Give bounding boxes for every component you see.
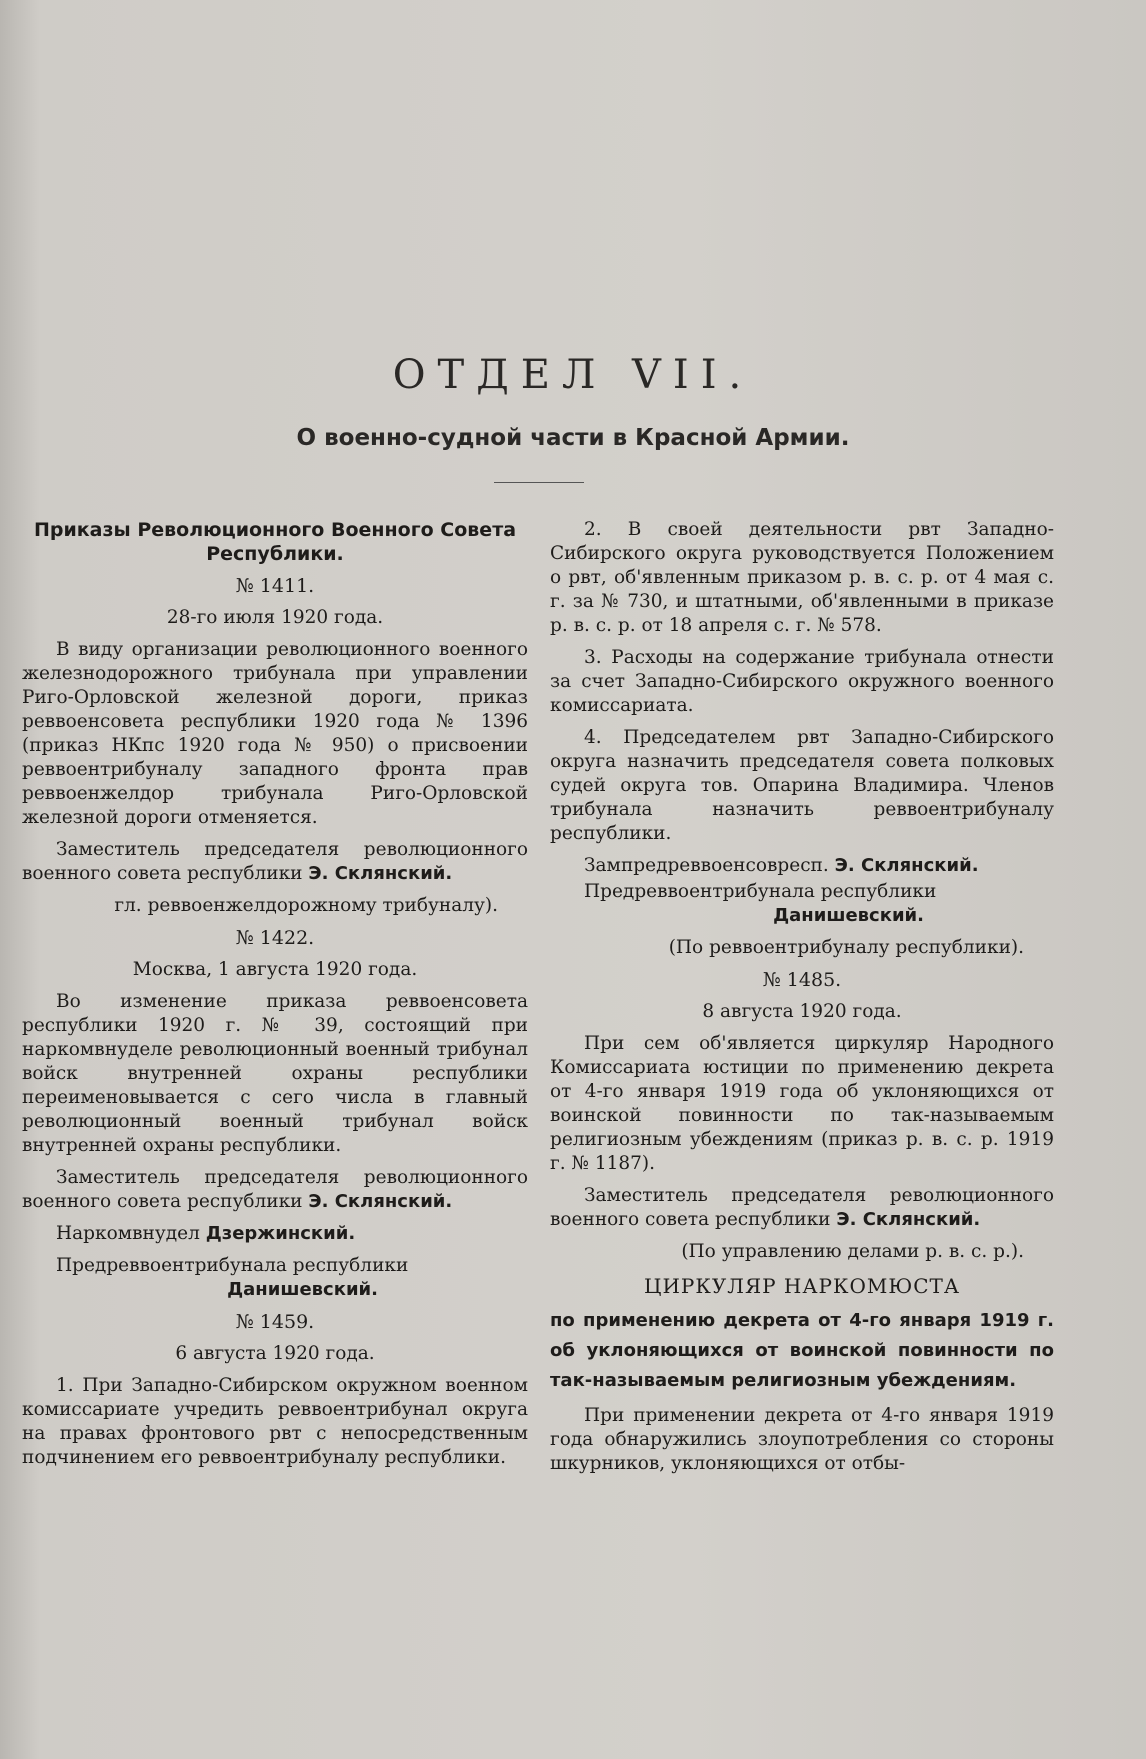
title-divider — [494, 482, 584, 483]
order-paragraph-1459-3: 3. Расходы на содержание трибунала отнести за счет Западно-Сибирского окружного военного комиссариата. — [550, 647, 1054, 716]
signature-1422-a — [22, 1166, 528, 1214]
signature-name: Данишевский. — [773, 905, 924, 926]
signature-text: Заместитель председателя революционного военного совета республики — [22, 839, 528, 884]
left-column — [22, 518, 528, 1470]
signature-name: Данишевский. — [227, 1279, 378, 1300]
signature-name: Э. Склянский. — [836, 1209, 981, 1230]
signature-text: Заместитель председателя революционного военного совета республики — [550, 1185, 1054, 1230]
signature-text: Наркомвнудел — [56, 1223, 200, 1244]
circular-text: При применении декрета от 4-го января 1919 года обнаружились злоупотребления со стороны шкурников, уклоняющихся от отбы- — [550, 1405, 1054, 1474]
order-text-1485: При сем об'является циркуляр Народного Комиссариата юстиции по применению декрета от 4-го января 1919 года об уклоняющихся от воинской повинности по так-называемым религиозным убеждениям (приказ р. в. с. р. 1919 г. № 1187). — [550, 1033, 1054, 1174]
signature-text: Зампредреввоенсовресп. — [584, 855, 829, 876]
signature-name: Э. Склянский. — [308, 1191, 453, 1212]
orders-heading: Приказы Революционного Военного Совета Республики. — [33, 519, 517, 565]
order-date-1422: Москва, 1 августа 1920 года. — [132, 959, 418, 980]
order-date-1459: 6 августа 1920 года. — [175, 1343, 375, 1364]
right-column — [550, 518, 1054, 1476]
section-subtitle: О военно-судной части в Красной Армии. — [296, 425, 850, 451]
signature-text: Заместитель председателя революционного военного совета республики — [22, 1167, 528, 1212]
addressee-1459: (По реввоентрибуналу республики). — [668, 937, 1024, 958]
order-date-1485: 8 августа 1920 года. — [702, 1001, 902, 1022]
order-date-1411: 28-го июля 1920 года. — [166, 607, 384, 628]
order-number-1459: № 1459. — [235, 1311, 315, 1333]
signature-1411 — [22, 838, 528, 886]
signature-name: Э. Склянский. — [834, 855, 979, 876]
order-paragraph-1459-1: 1. При Западно-Сибирском окружном военном комиссариате учредить реввоентрибунал округа на правах фронтового рвт с непосредственным подчинением его реввоентрибуналу республики. — [22, 1375, 528, 1468]
signature-1422-c: Предреввоентрибунала республики — [56, 1255, 409, 1276]
signature-1422-b — [22, 1222, 528, 1246]
order-paragraph-1459-4: 4. Председателем рвт Западно-Сибирского округа назначить председателя совета полковых судей округа тов. Опарина Владимира. Членов трибунала назначить реввоентрибуналу республики. — [550, 727, 1054, 844]
signature-1459-b-name — [550, 904, 1054, 928]
signature-name: Дзержинский. — [205, 1223, 356, 1244]
circular-title: ЦИРКУЛЯР НАРКОМЮСТА — [644, 1274, 960, 1298]
signature-1459-b: Предреввоентрибунала республики — [584, 881, 937, 902]
addressee-1411: гл. реввоенжелдорожному трибуналу). — [114, 895, 498, 916]
order-number-1422: № 1422. — [235, 927, 315, 949]
order-paragraph-1459-2: 2. В своей деятельности рвт Западно-Сибирского округа руководствуется Положением о рвт, об'явленным приказом р. в. с. р. от 4 мая с. г. за № 730, и штатными, об'явленными в приказе р. в. с. р. от 18 апреля с. г. № 578. — [550, 519, 1054, 636]
addressee-1485: (По управлению делами р. в. с. р.). — [681, 1241, 1024, 1262]
order-text-1411: В виду организации революционного военного железнодорожного трибунала при управлении Риго-Орловской железной дороги, приказ реввоенсовета республики 1920 года № 1396 (приказ НКпс 1920 года № 950) о присвоении реввоентрибуналу западного фронта прав реввоенжелдор трибунала Риго-Орловской железной дороги отменяется. — [22, 639, 528, 828]
signature-name: Э. Склянский. — [308, 863, 453, 884]
signature-1422-c-name — [22, 1278, 528, 1302]
order-number-1411: № 1411. — [235, 575, 315, 597]
order-number-1485: № 1485. — [762, 969, 842, 991]
order-text-1422: Во изменение приказа реввоенсовета республики 1920 г. № 39, состоящий при наркомвнуделе революционный военный трибунал войск внутренней охраны республики переименовывается с сего числа в главный революционный военный трибунал войск внутренней охраны республики. — [22, 991, 528, 1156]
signature-1485 — [550, 1184, 1054, 1232]
signature-1459-a — [550, 854, 1054, 878]
section-title: ОТДЕЛ VII. — [392, 352, 754, 398]
circular-subtitle: по применению декрета от 4-го января 1919 г. об уклоняющихся от воинской повинности по так-называемым религиозным убеждениям. — [550, 1310, 1054, 1391]
